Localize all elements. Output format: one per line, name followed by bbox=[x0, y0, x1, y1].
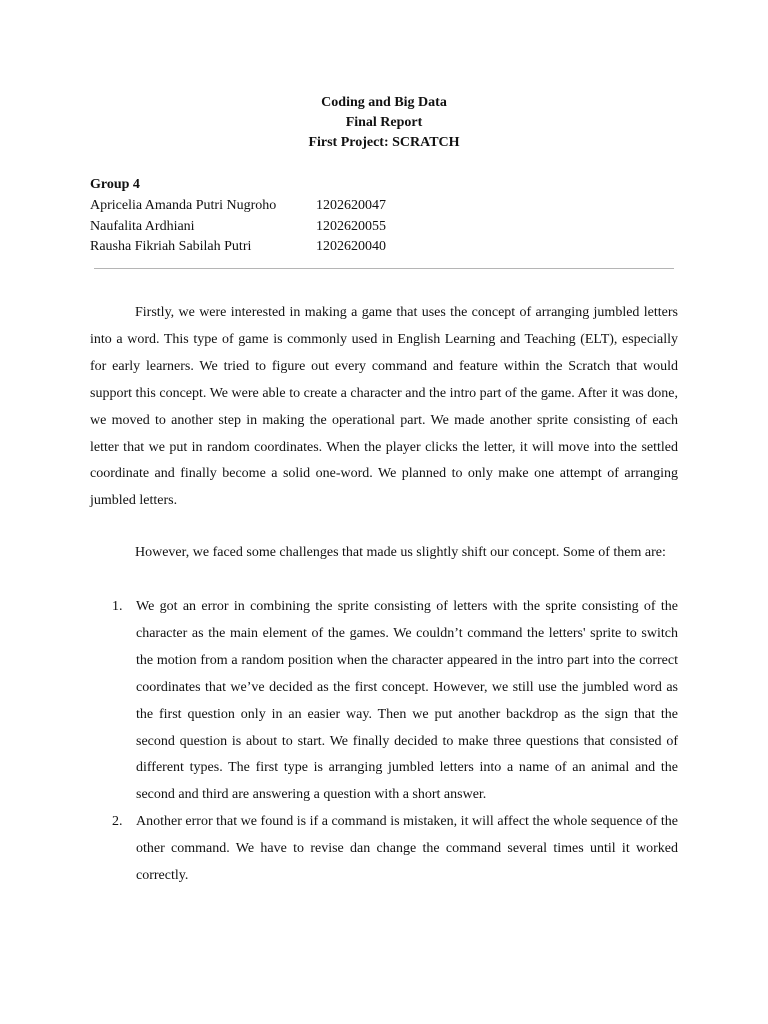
course-title: Coding and Big Data bbox=[321, 95, 447, 110]
member-id: 1202620047 bbox=[316, 198, 386, 213]
member-name: Rausha Fikriah Sabilah Putri bbox=[90, 239, 252, 254]
horizontal-divider bbox=[94, 268, 674, 269]
report-title: Final Report bbox=[345, 115, 423, 130]
challenges-intro-paragraph: However, we faced some challenges that made us slightly shift our concept. Some of them are: bbox=[135, 545, 666, 560]
member-id: 1202620040 bbox=[316, 239, 386, 254]
title-block bbox=[0, 93, 768, 153]
challenges-intro-block bbox=[90, 540, 678, 567]
member-id: 1202620055 bbox=[316, 218, 386, 234]
list-item bbox=[90, 809, 678, 890]
list-item-text: Another error that we found is if a command is mistaken, it will affect the whole sequence of the other command. We have to revise dan change the command several times until it worked correctly. bbox=[136, 814, 678, 884]
member-name: Naufalita Ardhiani bbox=[90, 218, 195, 234]
group-heading: Group 4 bbox=[90, 177, 140, 192]
intro-paragraph-block bbox=[90, 300, 678, 515]
member-name: Apricelia Amanda Putri Nugroho bbox=[90, 198, 277, 213]
member-row bbox=[90, 237, 510, 258]
list-item bbox=[90, 594, 678, 809]
member-row bbox=[90, 196, 510, 217]
member-row bbox=[90, 217, 510, 238]
list-number: 2. bbox=[112, 814, 123, 830]
challenges-list bbox=[90, 594, 678, 890]
member-list bbox=[90, 196, 510, 258]
list-item-text: We got an error in combining the sprite consisting of letters with the sprite consisting of the character as the main element of the games. We couldn’t command the letters' sprite to switch the motion from a random position when the character appeared in the intro part into the correct coordinates that we’ve decided as the first concept. However, we still use the jumbled word as the first question only in an easier way. Then we put another backdrop as the sign that the second question is about to start. We finally decided to make three questions that consisted of different types. The first type is arranging jumbled letters into a name of an animal and the second and third are answering a question with a short answer. bbox=[136, 599, 678, 803]
project-title: First Project: SCRATCH bbox=[308, 135, 460, 150]
list-number: 1. bbox=[112, 599, 123, 614]
intro-paragraph: Firstly, we were interested in making a game that uses the concept of arranging jumbled letters into a word. This type of game is commonly used in English Learning and Teaching (ELT), especially for early learners. We tried to figure out every command and feature within the Scratch that would support this concept. We were able to create a character and the intro part of the game. After it was done, we moved to another step in making the operational part. We made another sprite consisting of each letter that we put in random coordinates. When the player clicks the letter, it will move into the settled coordinate and finally become a solid one-word. We planned to only make one attempt of arranging jumbled letters. bbox=[90, 305, 678, 509]
